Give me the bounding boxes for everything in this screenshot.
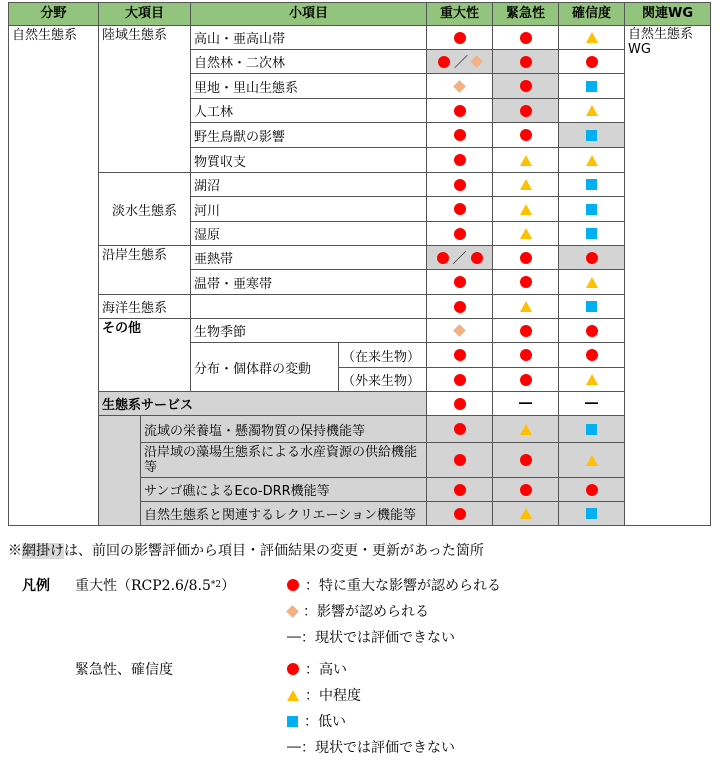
- yellow-triangle-icon: [520, 424, 532, 435]
- rating-cell-j: [427, 368, 493, 392]
- rating-cell-k: [493, 99, 559, 123]
- red-circle-icon: [520, 325, 532, 337]
- red-circle-icon: [520, 484, 532, 496]
- dash-icon: ―: [585, 396, 598, 411]
- row-label-text: 自然生態系と関連するレクリエーション機能等: [144, 508, 416, 523]
- notes-line: [8, 540, 484, 560]
- legend-text: ：現状では評価できない: [301, 630, 455, 646]
- juudai-title-text: 重大性（RCP2.6/8.5: [75, 578, 211, 594]
- blue-square-icon: [586, 424, 597, 435]
- table-row-label: [191, 173, 427, 197]
- rating-cell-k: [493, 26, 559, 50]
- rating-cell-c: [559, 74, 625, 99]
- row-label-text: 高山・亜高山帯: [194, 32, 286, 47]
- kanren-line2: WG: [628, 42, 651, 57]
- row-label-text: 里地・里山生態系: [194, 80, 299, 96]
- red-circle-icon: [520, 80, 532, 92]
- red-circle-icon: [454, 423, 466, 435]
- red-circle-icon: [454, 484, 466, 496]
- dash-icon: ―: [287, 739, 301, 755]
- header-judaisei: 重大性: [427, 2, 493, 26]
- rating-cell-j: [427, 173, 493, 197]
- rating-cell-j: [427, 222, 493, 246]
- rating-cell-k: [493, 368, 559, 392]
- rating-cell-j: [427, 478, 493, 502]
- cat-tansui: [99, 173, 191, 246]
- legend-text: ：特に重大な影響が認められる: [305, 578, 501, 594]
- table-row-label: [191, 222, 427, 246]
- table-row-label: [191, 270, 427, 295]
- rating-cell-c: [559, 26, 625, 50]
- table-row-label: [141, 478, 427, 502]
- yellow-triangle-icon: [586, 277, 598, 288]
- header-daikomoku: 大項目: [99, 2, 191, 26]
- cat-rikuiki-label: 陸域生態系: [102, 28, 168, 43]
- table-row-label: [191, 50, 427, 74]
- row-label-text: 自然林・二次林: [194, 56, 286, 71]
- yellow-triangle-icon: [520, 508, 532, 519]
- cat-tansui-label: 淡水生態系: [111, 203, 177, 219]
- rating-cell-j: [427, 99, 493, 123]
- legend-kinkyu-item-1: [287, 659, 347, 679]
- cat-engan-label: 沿岸生態系: [102, 248, 168, 263]
- legend-text: ：現状では評価できない: [301, 740, 455, 756]
- row-label-text: 人工林: [194, 105, 234, 120]
- service-indent: [99, 416, 141, 526]
- yellow-triangle-icon: [520, 204, 532, 215]
- cat-kaiyo: [99, 295, 191, 319]
- row-label-text: サンゴ礁によるEco-DRR機能等: [144, 484, 330, 499]
- table-row-label: [191, 148, 427, 173]
- juudai-sup: *2: [210, 580, 222, 590]
- red-circle-icon: [454, 154, 466, 166]
- rating-cell-k: [493, 478, 559, 502]
- red-circle-icon: [520, 105, 532, 117]
- rating-cell-c: [559, 319, 625, 343]
- blue-square-icon: [586, 204, 597, 215]
- rating-cell-c: [559, 246, 625, 270]
- rating-cell-c: [559, 295, 625, 319]
- rating-cell-k: [493, 392, 559, 416]
- legend-text: ：低い: [304, 714, 346, 730]
- note-text: は、前回の影響評価から項目・評価結果の変更・更新があった箇所: [64, 543, 484, 559]
- red-circle-icon: [520, 276, 532, 288]
- table-row-label: [191, 99, 427, 123]
- slash-sep: ／: [452, 250, 467, 267]
- row-label-text: 物質収支: [194, 154, 247, 170]
- red-circle-icon: [454, 105, 466, 117]
- legend-kinkyu-item-4: [287, 737, 455, 757]
- yellow-triangle-icon: [586, 374, 598, 385]
- blue-square-icon: [586, 130, 597, 141]
- red-circle-icon: [471, 252, 483, 264]
- rating-cell-j: [427, 74, 493, 99]
- table-row-label: [191, 74, 427, 99]
- yellow-triangle-icon: [586, 32, 598, 43]
- rating-cell-j: [427, 502, 493, 526]
- red-circle-icon: [454, 32, 466, 44]
- cat-sonota-label: その他: [102, 321, 142, 336]
- table-row-label: [191, 26, 427, 50]
- rating-cell-k: [493, 246, 559, 270]
- note-highlight: 網掛け: [22, 543, 64, 559]
- table-row-label: [141, 416, 427, 443]
- orange-diamond-icon: [470, 55, 483, 68]
- row-label-text: 流域の栄養塩・懸濁物質の保持機能等: [144, 423, 366, 439]
- legend-text: ：中程度: [305, 688, 361, 704]
- red-circle-icon: [454, 349, 466, 361]
- red-circle-icon: [586, 252, 598, 264]
- note-mark: ※: [8, 543, 22, 559]
- rating-cell-c: [559, 368, 625, 392]
- red-circle-icon: [454, 301, 466, 313]
- rating-cell-c: [559, 502, 625, 526]
- red-circle-icon: [454, 203, 466, 215]
- cat-sonota: [99, 319, 191, 392]
- dash-icon: ―: [287, 629, 301, 645]
- table-row-label: [191, 319, 427, 343]
- rating-cell-j: [427, 50, 493, 74]
- table-row-label: [191, 246, 427, 270]
- yellow-triangle-icon: [586, 105, 598, 116]
- rating-cell-c: [559, 392, 625, 416]
- table-row-label: [339, 343, 427, 368]
- cat-rikuiki: [99, 26, 191, 173]
- bunya-label: 自然生態系: [12, 28, 78, 43]
- red-circle-icon: [287, 663, 299, 675]
- row-label-text: 河川: [194, 203, 221, 219]
- legend-juudai-title: [75, 575, 235, 595]
- table-row-label: [191, 197, 427, 222]
- cat-service: [99, 392, 427, 416]
- row-label-text: 沿岸域の藻場生態系による水産資源の供給機能等: [144, 445, 418, 475]
- red-circle-icon: [520, 252, 532, 264]
- red-circle-icon: [520, 454, 532, 466]
- red-circle-icon: [520, 32, 532, 44]
- kanren-line1: 自然生態系: [628, 27, 694, 42]
- rating-cell-c: [559, 443, 625, 478]
- rating-cell-j: [427, 26, 493, 50]
- red-circle-icon: [454, 228, 466, 240]
- kanren-cell: [625, 26, 711, 526]
- rating-cell-c: [559, 173, 625, 197]
- red-circle-icon: [520, 129, 532, 141]
- red-circle-icon: [454, 398, 466, 410]
- row-label-text: 温帯・亜寒帯: [194, 276, 273, 292]
- rating-cell-k: [493, 148, 559, 173]
- rating-cell-j: [427, 343, 493, 368]
- table-row-label: [191, 123, 427, 148]
- yellow-triangle-icon: [520, 301, 532, 312]
- rating-cell-k: [493, 222, 559, 246]
- row-label-text: 生物季節: [194, 325, 247, 340]
- red-circle-icon: [520, 349, 532, 361]
- red-circle-icon: [437, 252, 449, 264]
- rating-cell-j: [427, 148, 493, 173]
- row-label-text: 野生鳥獣の影響: [194, 129, 286, 145]
- row-label-text: （在来生物）: [341, 349, 420, 365]
- legend-text: ：影響が認められる: [303, 604, 429, 620]
- yellow-triangle-icon: [520, 155, 532, 166]
- cat-engan: [99, 246, 191, 295]
- legend-juudai-item-1: [287, 575, 501, 595]
- bunpu-label: 分布・個体群の変動: [194, 361, 312, 377]
- red-circle-icon: [586, 325, 598, 337]
- orange-diamond-icon: [453, 80, 466, 93]
- header-kanren: 関連WG: [625, 2, 711, 26]
- header-bunya: 分野: [8, 2, 99, 26]
- red-circle-icon: [586, 56, 598, 68]
- yellow-triangle-icon: [520, 179, 532, 190]
- legend-title: 凡例: [22, 578, 50, 594]
- red-circle-icon: [454, 179, 466, 191]
- header-kakushindo: 確信度: [559, 2, 625, 26]
- rating-cell-c: [559, 123, 625, 148]
- rating-cell-c: [559, 222, 625, 246]
- rating-cell-j: [427, 123, 493, 148]
- blue-square-icon: [586, 508, 597, 519]
- rating-cell-k: [493, 319, 559, 343]
- row-label-text: 湖沼: [194, 179, 221, 194]
- slash-sep: ／: [454, 54, 468, 71]
- table-row-label-empty: [191, 295, 427, 319]
- orange-diamond-icon: [453, 324, 466, 337]
- legend-juudai-item-3: [287, 627, 455, 647]
- legend-text: ：高い: [305, 662, 347, 678]
- rating-cell-j: [427, 295, 493, 319]
- rating-cell-k: [493, 173, 559, 197]
- rating-cell-c: [559, 478, 625, 502]
- rating-cell-k: [493, 295, 559, 319]
- rating-cell-c: [559, 148, 625, 173]
- header-shokomoku: 小項目: [191, 2, 427, 26]
- yellow-triangle-icon: [287, 690, 299, 701]
- rating-cell-c: [559, 99, 625, 123]
- legend-juudai-item-2: [288, 601, 429, 621]
- red-circle-icon: [454, 276, 466, 288]
- red-circle-icon: [438, 56, 450, 68]
- rating-cell-j: [427, 392, 493, 416]
- legend-kinkyu-title: 緊急性、確信度: [75, 662, 173, 678]
- blue-square-icon: [287, 716, 298, 727]
- rating-cell-c: [559, 197, 625, 222]
- header-kinkyusei: 緊急性: [493, 2, 559, 26]
- blue-square-icon: [586, 228, 597, 239]
- red-circle-icon: [586, 484, 598, 496]
- rating-cell-k: [493, 343, 559, 368]
- rating-cell-j: [427, 270, 493, 295]
- legend-kinkyu-item-3: [287, 711, 346, 731]
- rating-cell-j: [427, 443, 493, 478]
- blue-square-icon: [586, 179, 597, 190]
- rating-cell-c: [559, 270, 625, 295]
- legend-kinkyu-item-2: [287, 685, 361, 705]
- table-row-label: [141, 443, 427, 478]
- table-row-label: [141, 502, 427, 526]
- juudai-close: ）: [221, 578, 236, 594]
- cat-kaiyo-label: 海洋生態系: [102, 301, 168, 316]
- cat-service-label: 生態系サービス: [102, 398, 194, 413]
- rating-cell-k: [493, 197, 559, 222]
- red-circle-icon: [586, 349, 598, 361]
- blue-square-icon: [586, 301, 597, 312]
- red-circle-icon: [454, 374, 466, 386]
- yellow-triangle-icon: [586, 455, 598, 466]
- blue-square-icon: [586, 81, 597, 92]
- rating-cell-j: [427, 319, 493, 343]
- red-circle-icon: [287, 579, 299, 591]
- rating-cell-c: [559, 343, 625, 368]
- rating-cell-j: [427, 416, 493, 443]
- row-label-text: 亜熱帯: [194, 252, 234, 267]
- rating-cell-k: [493, 50, 559, 74]
- row-label-text: 湿原: [194, 228, 221, 243]
- red-circle-icon: [454, 129, 466, 141]
- red-circle-icon: [454, 508, 466, 520]
- rating-cell-k: [493, 74, 559, 99]
- rating-cell-k: [493, 123, 559, 148]
- rating-cell-k: [493, 270, 559, 295]
- rating-cell-j: [427, 197, 493, 222]
- orange-diamond-icon: [286, 605, 299, 618]
- red-circle-icon: [520, 374, 532, 386]
- rating-cell-c: [559, 416, 625, 443]
- yellow-triangle-icon: [520, 228, 532, 239]
- red-circle-icon: [520, 56, 532, 68]
- rating-cell-c: [559, 50, 625, 74]
- dash-icon: ―: [519, 396, 532, 411]
- row-label-text: （外来生物）: [341, 374, 420, 389]
- yellow-triangle-icon: [586, 155, 598, 166]
- red-circle-icon: [454, 454, 466, 466]
- table-row-label: [339, 368, 427, 392]
- rating-cell-k: [493, 416, 559, 443]
- rating-cell-j: [427, 246, 493, 270]
- rating-cell-k: [493, 443, 559, 478]
- rating-cell-k: [493, 502, 559, 526]
- bunya-cell: [8, 26, 99, 526]
- bunpu-label-cell: [191, 343, 339, 392]
